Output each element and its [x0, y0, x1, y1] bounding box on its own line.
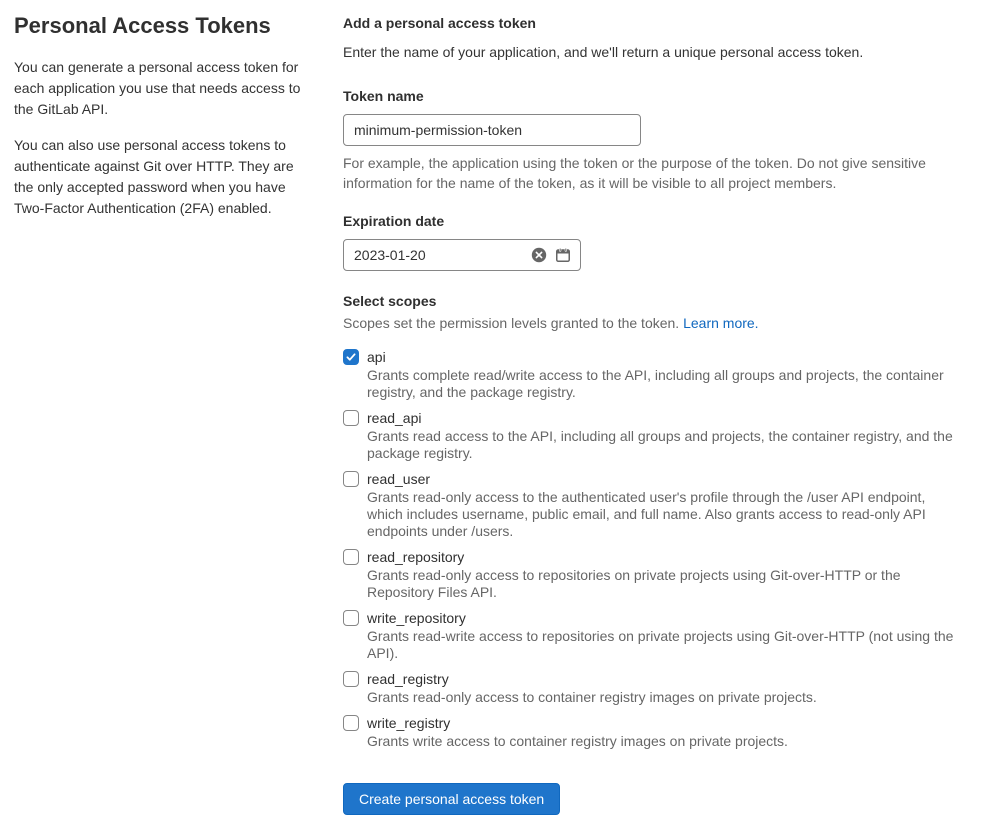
clear-x-circle-icon	[531, 247, 547, 263]
token-name-label: Token name	[343, 88, 424, 104]
scope-row-read-registry	[343, 669, 962, 706]
scope-text	[367, 408, 962, 462]
scope-description-read-repository: Grants read-only access to repositories on private projects using Git-over-HTTP or the Repository Files API.	[367, 567, 901, 600]
scope-text	[367, 547, 962, 601]
scope-label-read-registry[interactable]: read_registry	[367, 671, 449, 687]
scope-row-api	[343, 347, 962, 401]
token-name-help: For example, the application using the token or the purpose of the token. Do not give sensitive information for the name of the token, as it will be visible to all project members.	[343, 155, 926, 191]
scope-label-read-api[interactable]: read_api	[367, 410, 422, 426]
expiration-date-field	[343, 239, 581, 271]
scope-checkbox-write-repository[interactable]	[343, 610, 359, 626]
form-heading: Add a personal access token	[343, 15, 536, 31]
scope-description-api: Grants complete read/write access to the API, including all groups and projects, the container registry, and the package registry.	[367, 367, 944, 400]
calendar-icon	[555, 247, 571, 263]
intro-paragraph: You can also use personal access tokens to authenticate against Git over HTTP. They are the only accepted password when you have Two-Factor Authentication (2FA) enabled.	[14, 137, 294, 216]
scope-row-write-registry	[343, 713, 962, 750]
scope-description-write-registry: Grants write access to container registry images on private projects.	[367, 733, 788, 749]
token-name-group	[343, 86, 962, 193]
scope-label-write-registry[interactable]: write_registry	[367, 715, 451, 731]
clear-date-button[interactable]	[531, 247, 547, 263]
scope-description-read-registry: Grants read-only access to container registry images on private projects.	[367, 689, 817, 705]
scope-label-read-user[interactable]: read_user	[367, 471, 431, 487]
scope-row-read-user	[343, 469, 962, 540]
scopes-help	[343, 313, 962, 333]
scope-description-read-user: Grants read-only access to the authenticated user's profile through the /user API endpoint, which includes username, public email, and full name. Also grants access to read-only API endpoints under /users.	[367, 489, 926, 539]
expiration-date-input[interactable]	[354, 247, 531, 263]
form-subheading: Enter the name of your application, and we'll return a unique personal access token.	[343, 44, 864, 60]
scope-description-write-repository: Grants read-write access to repositories on private projects using Git-over-HTTP (not using the API).	[367, 628, 954, 661]
scope-row-read-api	[343, 408, 962, 462]
token-name-input[interactable]	[343, 114, 641, 146]
scope-checkbox-api[interactable]	[343, 349, 359, 365]
scope-text	[367, 669, 817, 706]
scope-checkbox-read-repository[interactable]	[343, 549, 359, 565]
scope-text	[367, 347, 962, 401]
scope-checkbox-read-registry[interactable]	[343, 671, 359, 687]
scopes-group	[343, 291, 962, 750]
create-token-button[interactable]: Create personal access token	[343, 783, 560, 815]
page-title: Personal Access Tokens	[14, 13, 271, 38]
scope-checkbox-read-user[interactable]	[343, 471, 359, 487]
scopes-help-text: Scopes set the permission levels granted to the token.	[343, 315, 680, 331]
scope-row-read-repository	[343, 547, 962, 601]
scope-label-write-repository[interactable]: write_repository	[367, 610, 466, 626]
left-description-column	[14, 12, 314, 815]
scope-text	[367, 713, 788, 750]
expiration-date-group	[343, 211, 962, 271]
expiration-date-label: Expiration date	[343, 213, 445, 229]
select-scopes-label: Select scopes	[343, 293, 437, 309]
scope-text	[367, 469, 962, 540]
add-token-form	[343, 12, 962, 815]
scope-label-api[interactable]: api	[367, 349, 386, 365]
scope-checkbox-read-api[interactable]	[343, 410, 359, 426]
scope-row-write-repository	[343, 608, 962, 662]
scope-checkbox-write-registry[interactable]	[343, 715, 359, 731]
calendar-picker-button[interactable]	[555, 247, 571, 263]
intro-paragraph: You can generate a personal access token for each application you use that needs access to the GitLab API.	[14, 59, 301, 117]
scope-label-read-repository[interactable]: read_repository	[367, 549, 465, 565]
scope-text	[367, 608, 962, 662]
scope-description-read-api: Grants read access to the API, including all groups and projects, the container registry, and the package registry.	[367, 428, 953, 461]
learn-more-link[interactable]: Learn more.	[683, 315, 759, 331]
